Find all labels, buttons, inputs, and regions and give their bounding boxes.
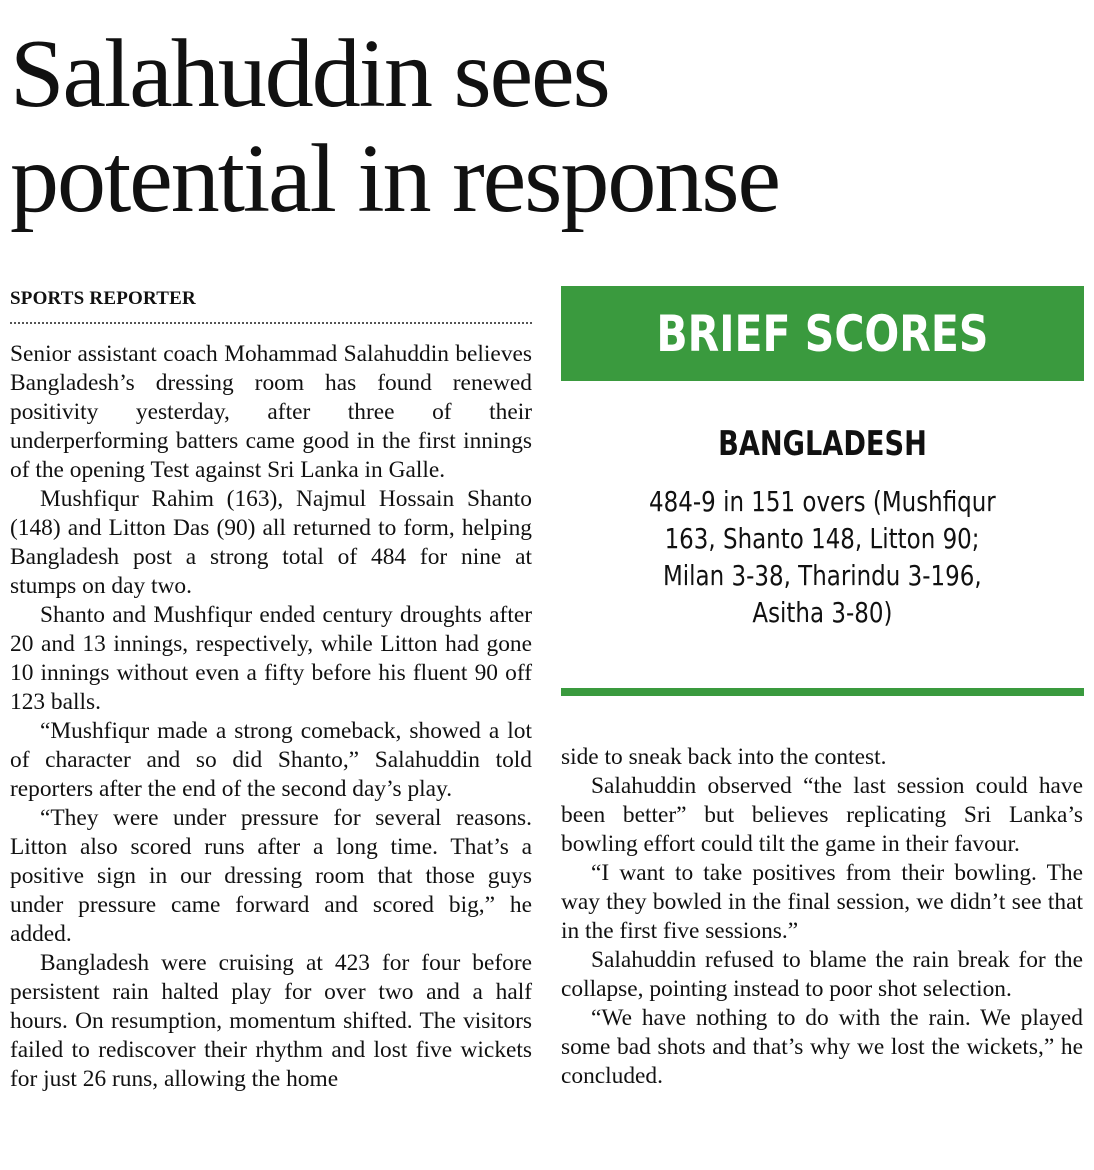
brief-scores-header (561, 286, 1084, 381)
team-name (561, 424, 1084, 464)
brief-scores-rule (561, 688, 1084, 696)
paragraph: “We have nothing to do with the rain. We played some bad shots and that’s why we lost the wickets,” he concluded. (561, 1005, 1083, 1089)
brief-scores-title: BRIEF SCORES (656, 304, 989, 363)
article-column-left (10, 340, 532, 1094)
paragraph: Shanto and Mushfiqur ended century droughts after 20 and 13 innings, respectively, while Litton had gone 10 innings without even a fifty before his fluent 90 off 123 balls. (10, 602, 532, 715)
team-name-text: BANGLADESH (718, 424, 927, 464)
paragraph: Bangladesh were cruising at 423 for four before persistent rain halted play for over two and a half hours. On resumption, momentum shifted. The visitors failed to rediscover their rhythm and lost five wickets for just 26 runs, allowing the home (10, 950, 532, 1092)
headline-line-1: Salahuddin sees (10, 20, 609, 128)
score-line: Milan 3-38, Tharindu 3-196, (663, 559, 982, 592)
paragraph: Salahuddin refused to blame the rain break for the collapse, pointing instead to poor shot selection. (561, 947, 1083, 1002)
paragraph: “They were under pressure for several reasons. Litton also scored runs after a long time. That’s a positive sign in our dressing room that those guys under pressure came forward and scored big,” he added. (10, 805, 532, 947)
byline: SPORTS REPORTER (10, 288, 196, 309)
headline (10, 22, 1090, 232)
article-column-right (561, 743, 1083, 1091)
headline-line-2: potential in response (10, 125, 780, 233)
paragraph: Salahuddin observed “the last session could have been better” but believes replicating Sri Lanka’s bowling effort could tilt the game in their favour. (561, 773, 1083, 857)
paragraph: Senior assistant coach Mohammad Salahuddin believes Bangladesh’s dressing room has found renewed positivity yesterday, after three of their underperforming batters came good in the first innings of the opening Test against Sri Lanka in Galle. (10, 341, 532, 483)
paragraph: “I want to take positives from their bowling. The way they bowled in the final session, we didn’t see that in the first five sessions.” (561, 860, 1083, 944)
paragraph: “Mushfiqur made a strong comeback, showed a lot of character and so did Shanto,” Salahuddin told reporters after the end of the second day’s play. (10, 718, 532, 802)
score-line: 484-9 in 151 overs (Mushfiqur (649, 485, 996, 518)
score-line: Asitha 3-80) (752, 596, 893, 629)
paragraph: Mushfiqur Rahim (163), Najmul Hossain Shanto (148) and Litton Das (90) all returned to form, helping Bangladesh post a strong total of 484 for nine at stumps on day two. (10, 486, 532, 599)
byline-divider (10, 322, 532, 324)
score-summary (600, 483, 1045, 631)
paragraph: side to sneak back into the contest. (561, 744, 887, 770)
score-line: 163, Shanto 148, Litton 90; (665, 522, 980, 555)
